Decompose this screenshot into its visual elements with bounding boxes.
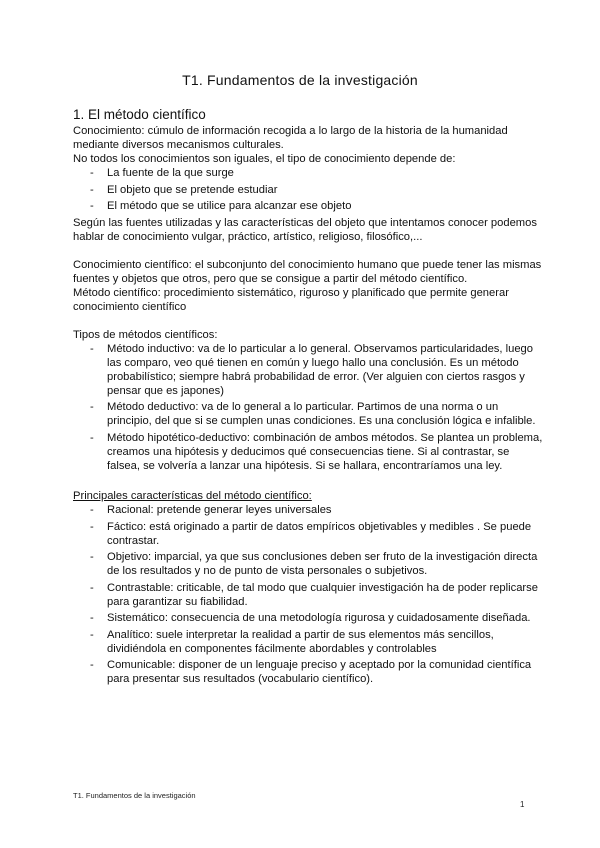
conocimiento-definition: Conocimiento: cúmulo de información recogida a lo largo de la historia de la humanidad mediante diversos mecanismos culturales. [73,125,508,151]
no-todos-paragraph: No todos los conocimientos son iguales, el tipo de conocimiento depende de: [73,153,456,165]
caracteristicas-list [73,503,543,686]
list-item: - Método inductivo: va de lo particular a lo general. Observamos particularidades, luego las comparo, veo qué tienen en común y luego hallo una conclusión. Es un método probabilístico; siempre habrá probabilidad de error. (Ver alguien con ciertos rasgos y pensar que es japones) [73,342,543,398]
spacer [73,475,543,489]
list-item: - Objetivo: imparcial, ya que sus conclusiones deben ser fruto de la investigación directa de los resultados y no de punto de vista personales o subjetivos. [73,550,543,578]
list-item: - Método deductivo: va de lo general a lo particular. Partimos de una norma o un principio, del que si se cumplen unas condiciones. Es una conclusión lógica e infalible. [73,400,543,428]
page-number: 1 [520,800,525,809]
metodo-cientifico-paragraph: Método científico: procedimiento sistemático, riguroso y planificado que permite generar conocimiento científico [73,286,509,313]
document-body [73,106,543,689]
list-item: - El método que se utilice para alcanzar ese objeto [73,199,543,213]
list-item: - Racional: pretende generar leyes universales [73,503,543,517]
list-item: - Fáctico: está originado a partir de datos empíricos objetivables y medibles . Se puede contrastar. [73,520,543,548]
list-item: - Analítico: suele interpretar la realidad a partir de sus elementos más sencillos, dividiéndola en componentes fácilmente abordables y controlables [73,628,543,656]
page-footer: T1. Fundamentos de la investigación [73,791,196,800]
spacer [73,314,543,328]
list-item: - El objeto que se pretende estudiar [73,183,543,197]
section-heading: 1. El método científico [73,107,206,122]
list-item: - La fuente de la que surge [73,166,543,180]
depende-list [73,166,543,213]
tipos-list [73,342,543,473]
segun-paragraph: Según las fuentes utilizadas y las características del objeto que intentamos conocer podemos hablar de conocimiento vulgar, práctico, artístico, religioso, filosófico,... [73,216,537,243]
caracteristicas-heading: Principales características del método científico: [73,490,312,502]
list-item: - Comunicable: disponer de un lenguaje preciso y aceptado por la comunidad científica para presentar sus resultados (vocabulario científico). [73,658,543,686]
list-item: - Método hipotético-deductivo: combinación de ambos métodos. Se plantea un problema, creamos una hipótesis y deducimos qué consecuencias tiene. Si al contrastar, se falsea, se volvería a lanzar una hipótesis. Si se hallara, encontraríamos una ley. [73,431,543,473]
list-item: - Sistemático: consecuencia de una metodología rigurosa y cuidadosamente diseñada. [73,611,543,625]
document-title: T1. Fundamentos de la investigación [182,72,418,88]
tipos-heading: Tipos de métodos científicos: [73,328,218,341]
list-item: - Contrastable: criticable, de tal modo que cualquier investigación ha de poder replicarse para garantizar su fiabilidad. [73,581,543,609]
spacer [73,244,543,258]
conocimiento-cientifico-paragraph: Conocimiento científico: el subconjunto del conocimiento humano que puede tener las mismas fuentes y objetos que otros, pero que se consigue a partir del método científico. [73,258,542,285]
